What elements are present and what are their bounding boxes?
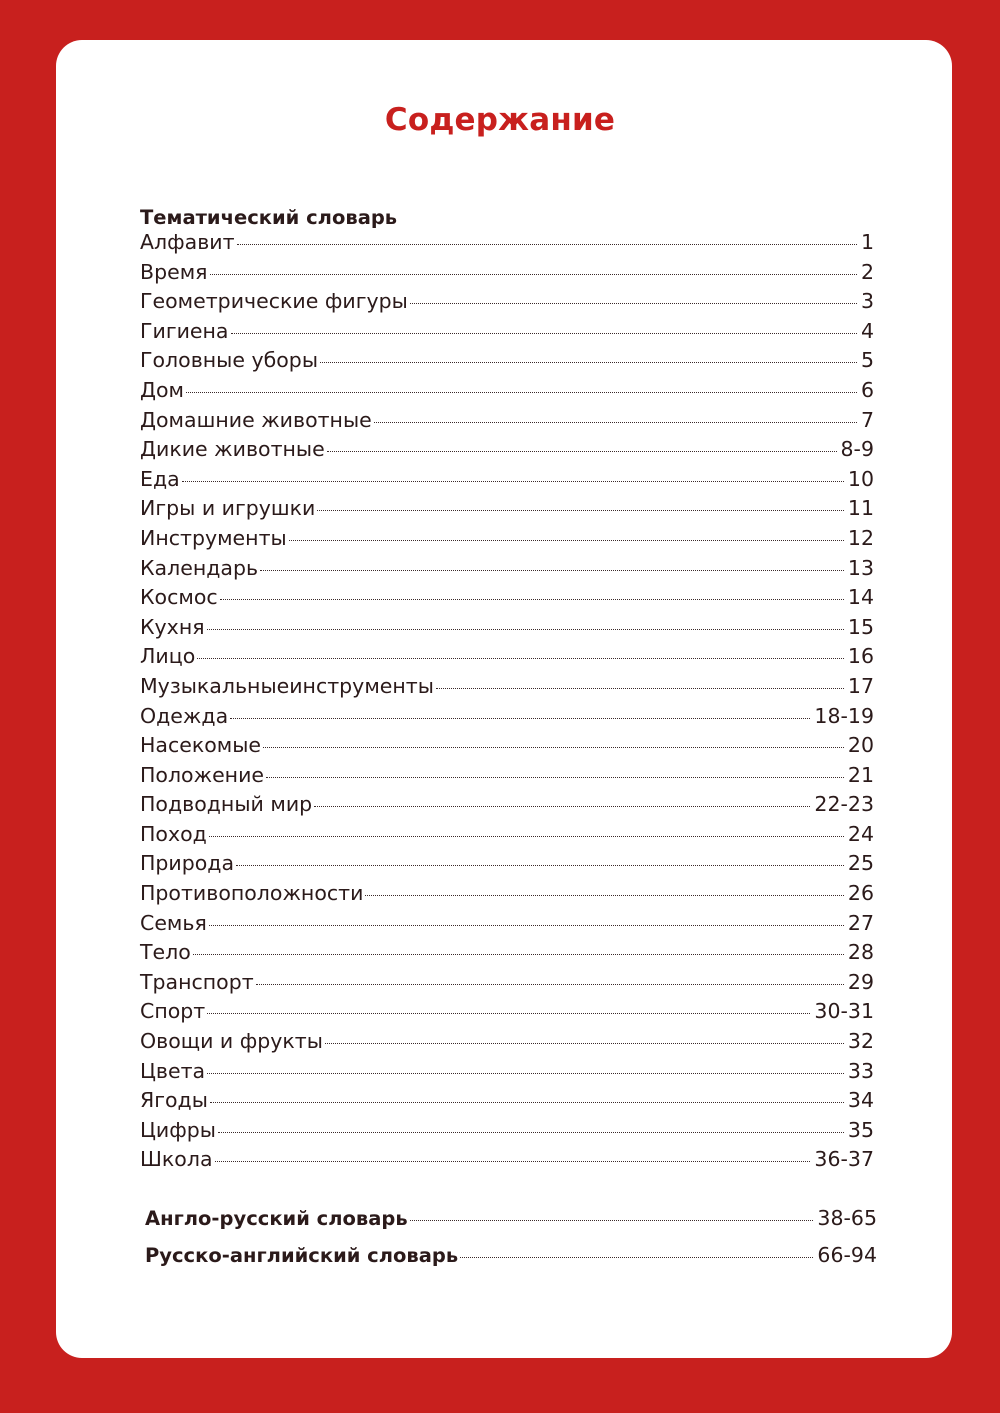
toc-entry-page: 2 [860,259,874,284]
toc-entry-label: Еда [140,466,180,491]
toc-entry-page: 10 [847,466,874,491]
toc-entry-label: Овощи и фрукты [140,1029,323,1054]
toc-entry-page: 26 [847,881,874,906]
toc-entry-page: 33 [847,1058,874,1083]
toc-entry-label: Дом [140,377,185,402]
toc-entry-label: Инструменты [140,525,287,550]
toc-entry[interactable] [140,733,874,763]
toc-entry[interactable] [140,881,874,911]
toc-entry-label: Домашние животные [140,407,372,432]
toc-leader-dots [374,422,857,423]
toc-entry[interactable] [140,408,874,438]
toc-entry[interactable] [140,940,874,970]
toc-leader-dots [260,570,844,571]
toc-entry[interactable] [140,851,874,881]
toc-leader-dots [207,1073,844,1074]
toc-entry-label: Насекомые [140,733,262,758]
toc-leader-dots [410,303,857,304]
toc-leader-dots [207,629,844,630]
toc-entry[interactable] [140,704,874,734]
toc-entry-page: 5 [860,348,874,373]
toc-entry-label: Календарь [140,555,259,580]
toc-entry-label: Лицо [140,644,196,669]
toc-entry-label: Ягоды [140,1088,208,1113]
toc-entry-label: Игры и игрушки [140,496,316,521]
toc-entry-label: Природа [140,851,235,876]
toc-entry[interactable] [140,1147,874,1177]
toc-leader-dots [230,718,810,719]
toc-entry-page: 8-9 [840,437,874,462]
toc-entry[interactable] [140,970,874,1000]
toc-leader-dots [207,1013,810,1014]
toc-entry-label: Цвета [140,1058,206,1083]
toc-entry[interactable] [140,437,874,467]
toc-leader-dots [266,777,844,778]
toc-entry[interactable] [140,1088,874,1118]
toc-entry[interactable] [140,615,874,645]
toc-leader-dots [193,954,844,955]
toc-entry-page: 4 [860,318,874,343]
toc-entry[interactable] [140,822,874,852]
toc-leader-dots [210,1102,844,1103]
toc-entry-label: Подводный мир [140,792,313,817]
toc-section-page: 66-94 [817,1243,877,1267]
toc-entry[interactable] [140,467,874,497]
toc-entry-label: Положение [140,762,265,787]
toc-entry-label: Дикие животные [140,437,325,462]
toc-entry[interactable] [140,763,874,793]
toc-entry-page: 3 [860,289,874,314]
toc-entry-label: Головные уборы [140,348,319,373]
toc-entry-page: 13 [847,555,874,580]
toc-entry-page: 34 [847,1088,874,1113]
toc-entry-page: 20 [847,733,874,758]
toc-entry[interactable] [140,348,874,378]
toc-entry[interactable] [140,378,874,408]
toc-leader-dots [263,747,844,748]
toc-entry-label: Музыкальныеинструменты [140,673,434,698]
toc-entry-label: Транспорт [140,969,254,994]
toc-entry-label: Поход [140,821,207,846]
toc-leader-dots [314,806,810,807]
toc-entry[interactable] [140,1059,874,1089]
toc-entry[interactable] [140,1118,874,1148]
toc-leader-dots [289,540,844,541]
toc-leader-dots [256,984,844,985]
toc-entry-label: Время [140,259,208,284]
toc-entry-label: Цифры [140,1117,216,1142]
toc-entry-page: 30-31 [814,999,874,1024]
toc-entry-page: 14 [847,585,874,610]
toc-leader-dots [365,895,844,896]
toc-entry-label: Геометрические фигуры [140,289,408,314]
toc-entry-page: 7 [860,407,874,432]
toc-section-russian-english[interactable] [145,1243,877,1267]
toc-entry[interactable] [140,230,874,260]
toc-entry-page: 27 [847,910,874,935]
toc-section-page: 38-65 [817,1206,877,1230]
toc-entry-page: 25 [847,851,874,876]
toc-leader-dots [325,1043,844,1044]
toc-entry[interactable] [140,792,874,822]
toc-leader-dots [320,362,857,363]
toc-entry-label: Семья [140,910,207,935]
toc-leader-dots [436,688,844,689]
toc-entry[interactable] [140,585,874,615]
toc-entry-label: Тело [140,940,191,965]
toc-entry[interactable] [140,496,874,526]
toc-leader-dots [209,925,844,926]
toc-entry-page: 15 [847,614,874,639]
toc-entry-label: Противоположности [140,881,364,906]
toc-section-english-russian[interactable] [145,1206,877,1230]
toc-entry-page: 35 [847,1117,874,1142]
toc-entry-label: Школа [140,1147,213,1172]
toc-entry-page: 12 [847,525,874,550]
toc-entry-label: Гигиена [140,318,229,343]
toc-entry-page: 29 [847,969,874,994]
toc-entry-page: 22-23 [814,792,874,817]
toc-entry-label: Одежда [140,703,229,728]
toc-section-label: Англо-русский словарь [145,1207,408,1230]
toc-leader-dots [186,392,857,393]
toc-entry[interactable] [140,674,874,704]
toc-leader-dots [197,658,844,659]
toc-leader-dots [218,1132,844,1133]
toc-entry-page: 24 [847,821,874,846]
toc-entry-page: 6 [860,377,874,402]
toc-leader-dots [317,510,844,511]
toc-entry[interactable] [140,999,874,1029]
toc-entry[interactable] [140,526,874,556]
toc-entry[interactable] [140,319,874,349]
toc-entry[interactable] [140,289,874,319]
toc-entry-label: Алфавит [140,230,235,254]
toc-entry-page: 1 [860,230,874,254]
toc-leader-dots [209,836,844,837]
toc-leader-dots [410,1220,814,1221]
toc-entry-page: 16 [847,644,874,669]
toc-entry-page: 28 [847,940,874,965]
toc-entry-page: 18-19 [814,703,874,728]
toc-entry-label: Спорт [140,999,206,1024]
toc-entry[interactable] [140,911,874,941]
toc-leader-dots [182,481,844,482]
toc-entry-page: 21 [847,762,874,787]
toc-entry[interactable] [140,1029,874,1059]
toc-entry[interactable] [140,260,874,290]
toc-leader-dots [237,244,857,245]
toc-list [140,230,874,1177]
page-title: Содержание [384,102,616,138]
toc-leader-dots [220,599,844,600]
toc-leader-dots [327,451,837,452]
toc-entry-page: 17 [847,673,874,698]
toc-leader-dots [460,1257,813,1258]
toc-leader-dots [236,865,844,866]
toc-entry[interactable] [140,644,874,674]
toc-section-label: Русско-английский словарь [145,1244,459,1267]
toc-entry-page: 11 [847,496,874,521]
toc-leader-dots [210,274,857,275]
toc-leader-dots [215,1161,811,1162]
toc-entry-label: Кухня [140,614,205,639]
toc-entry-page: 36-37 [814,1147,874,1172]
toc-entry[interactable] [140,556,874,586]
toc-leader-dots [231,333,857,334]
section-heading-thematic: Тематический словарь [140,206,398,229]
toc-entry-page: 32 [847,1029,874,1054]
toc-entry-label: Космос [140,585,218,610]
